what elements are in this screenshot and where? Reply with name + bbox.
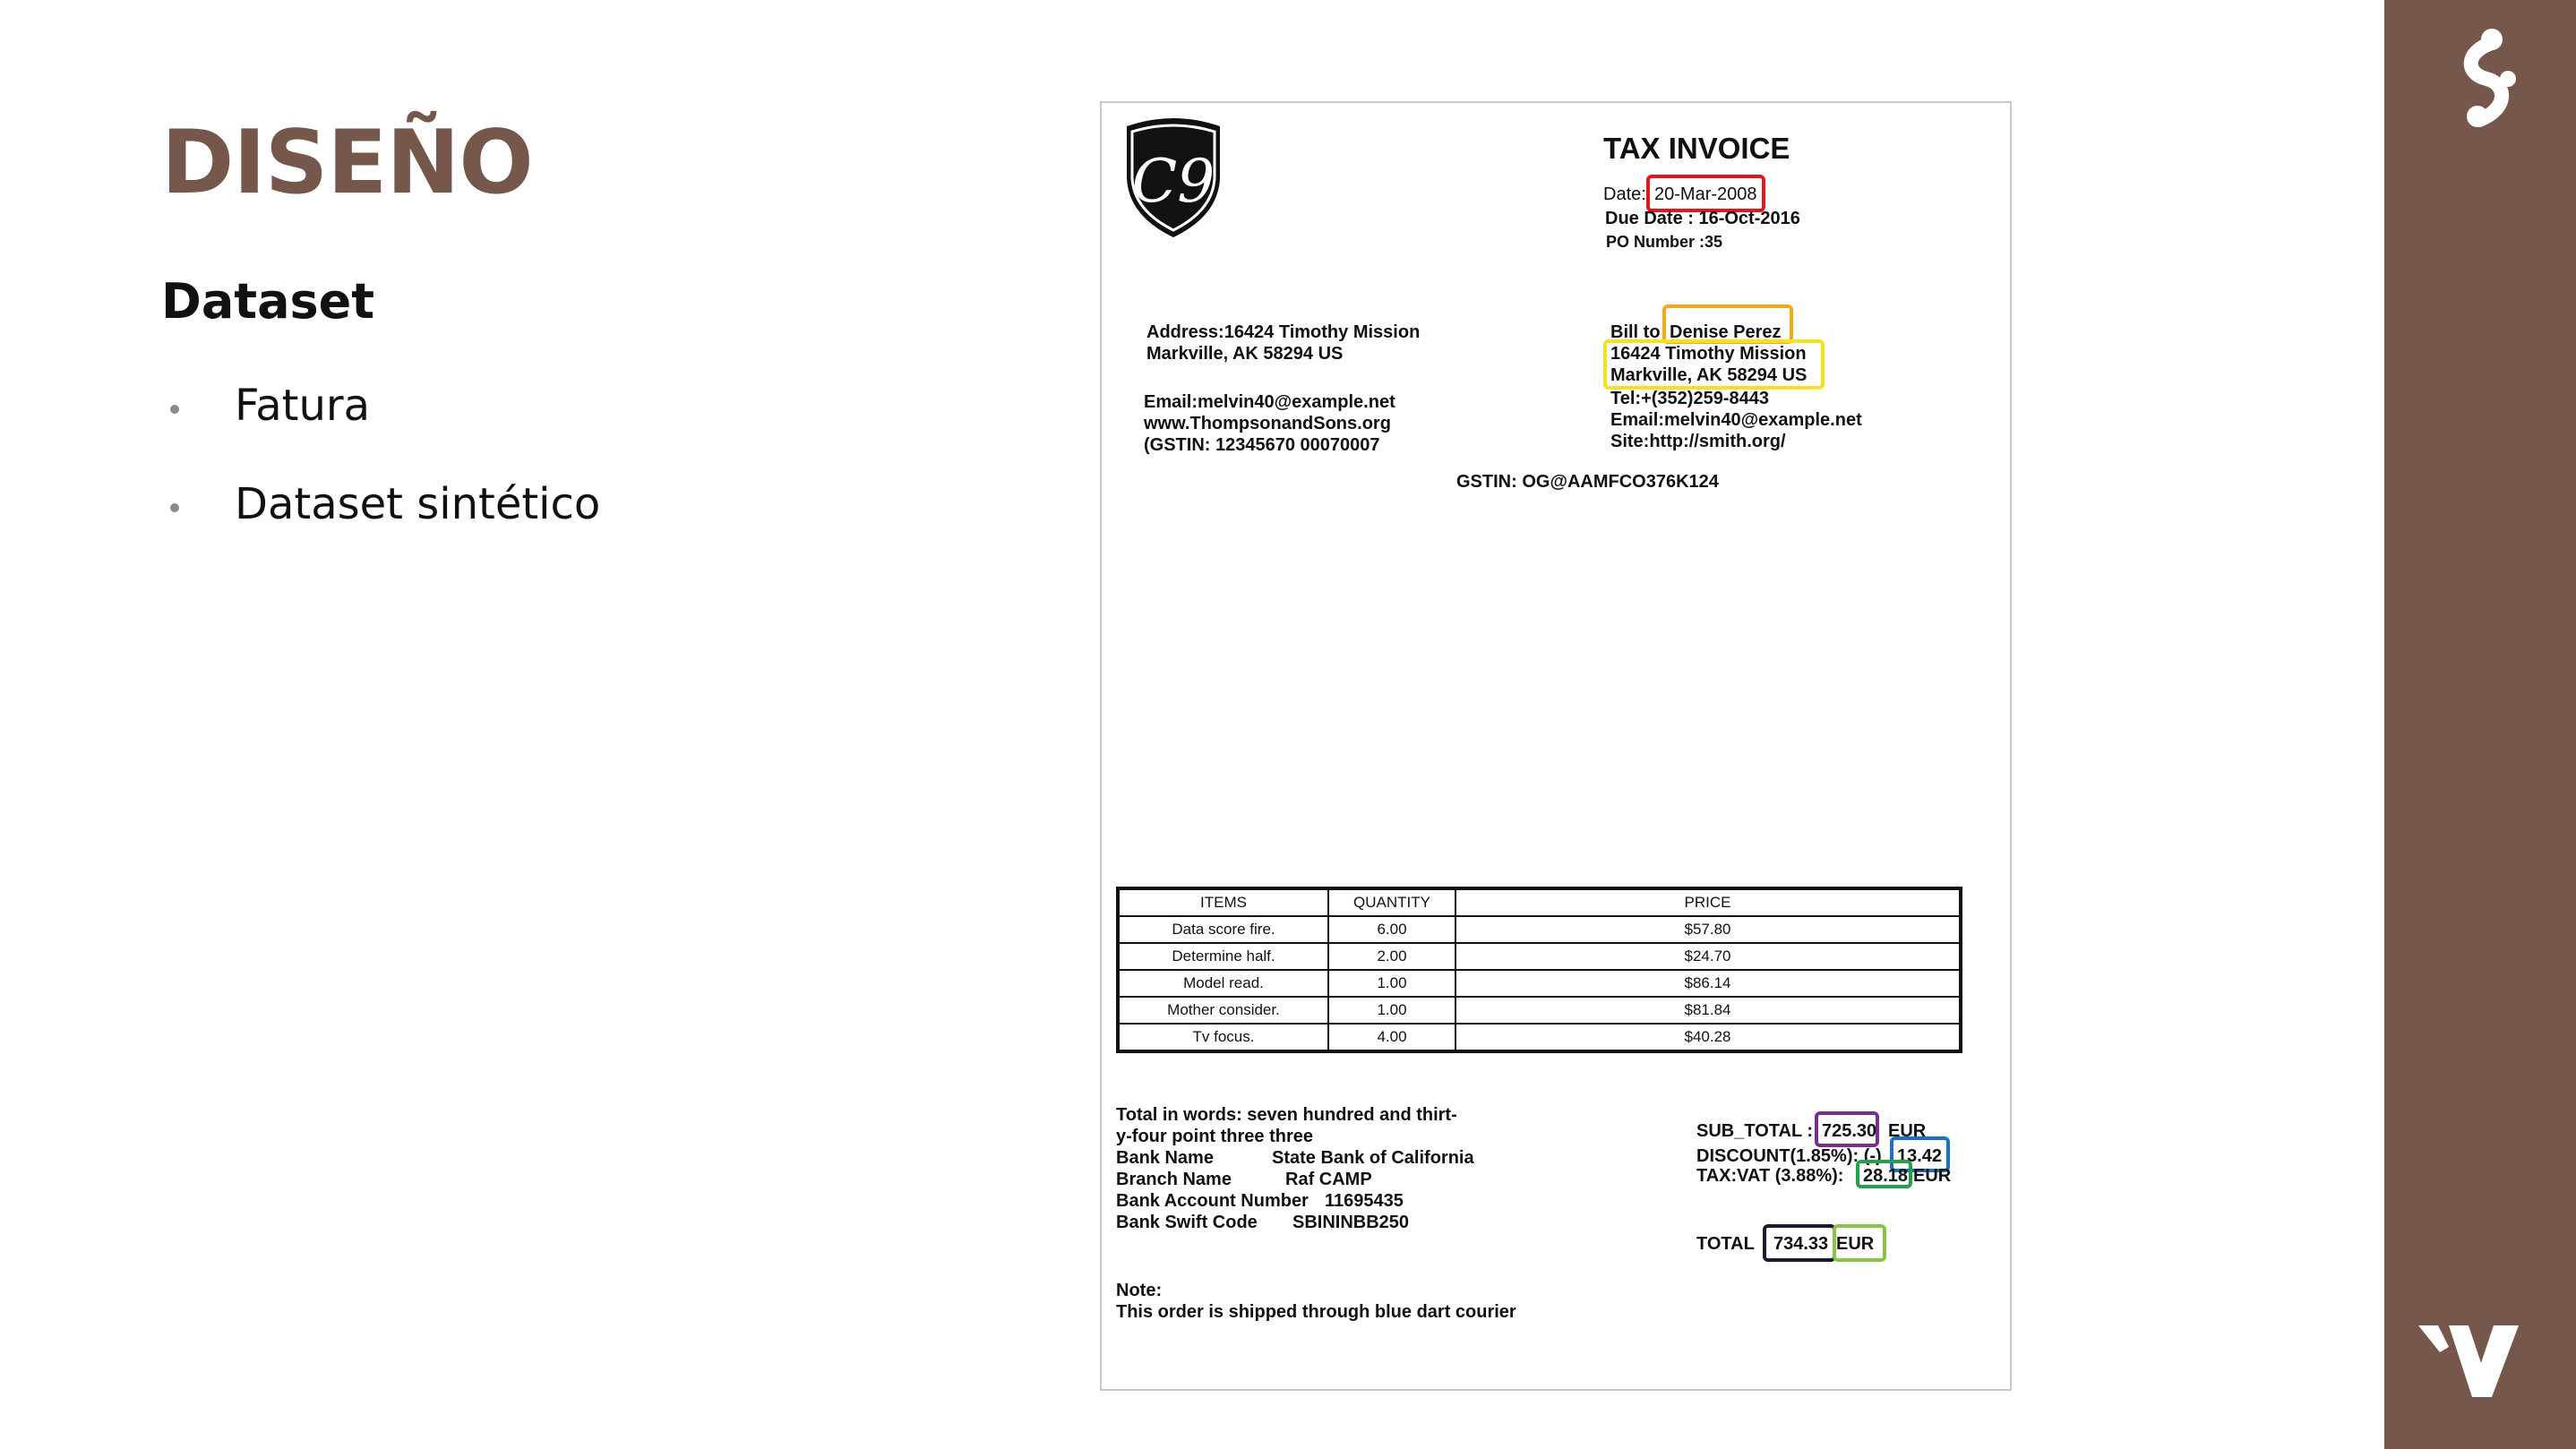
table-row	[1118, 997, 1961, 1024]
bank-swift-value: SBININBB250	[1292, 1213, 1410, 1232]
total-value: 734.33	[1773, 1234, 1829, 1254]
invoice-image	[1100, 101, 2012, 1391]
bill-to-tel: Tel:+(352)259-8443	[1610, 389, 1769, 408]
table-row	[1118, 1024, 1961, 1051]
bullet-dot-icon	[170, 405, 179, 414]
note-label: Note:	[1116, 1281, 1163, 1300]
table-cell-quantity: 1.00	[1328, 997, 1455, 1024]
table-header-quantity: QUANTITY	[1328, 888, 1455, 916]
table-cell-item: Determine half.	[1118, 943, 1328, 970]
table-row	[1118, 916, 1961, 943]
seller-email: Email:melvin40@example.net	[1144, 392, 1395, 412]
bank-account-label: Bank Account Number	[1116, 1191, 1309, 1211]
table-cell-item: Tv focus.	[1118, 1024, 1328, 1051]
highlight-box-address	[1603, 339, 1825, 390]
highlight-box-currency	[1833, 1224, 1886, 1262]
table-row	[1118, 970, 1961, 997]
table-cell-price: $24.70	[1455, 943, 1961, 970]
tax-value: 28.18	[1863, 1166, 1909, 1186]
brand-sidebar	[2384, 0, 2576, 1449]
table-cell-price: $57.80	[1455, 916, 1961, 943]
table-header-items: ITEMS	[1118, 888, 1328, 916]
table-cell-price: $40.28	[1455, 1024, 1961, 1051]
bill-to-address-line1: 16424 Timothy Mission	[1610, 344, 1807, 364]
invoice-gstin: GSTIN: OG@AAMFCO376K124	[1456, 472, 1719, 492]
bullet-item	[170, 473, 600, 571]
bullet-item	[170, 374, 600, 473]
table-cell-quantity: 6.00	[1328, 916, 1455, 943]
total-in-words-line1: Total in words: seven hundred and thirt-	[1116, 1105, 1457, 1125]
bank-name-label: Bank Name	[1116, 1148, 1214, 1168]
items-table	[1116, 887, 1962, 1053]
seller-website: www.ThompsonandSons.org	[1144, 414, 1391, 433]
table-cell-price: $86.14	[1455, 970, 1961, 997]
highlight-box-tax	[1856, 1160, 1912, 1188]
bullet-text: Fatura	[235, 381, 371, 431]
tax-currency: EUR	[1913, 1166, 1952, 1186]
table-cell-item: Data score fire.	[1118, 916, 1328, 943]
invoice-logo-shield-icon	[1120, 116, 1227, 241]
slide-subtitle: Dataset	[161, 273, 375, 330]
bill-to-site: Site:http://smith.org/	[1610, 432, 1786, 451]
invoice-po-number: PO Number :35	[1606, 233, 1723, 251]
table-row	[1118, 943, 1961, 970]
bank-name-value: State Bank of California	[1272, 1148, 1474, 1168]
bank-account-value: 11695435	[1325, 1191, 1404, 1211]
invoice-due-date: Due Date : 16-Oct-2016	[1605, 209, 1800, 228]
table-cell-item: Model read.	[1118, 970, 1328, 997]
subtotal-currency: EUR	[1888, 1121, 1927, 1141]
bullet-dot-icon	[170, 503, 179, 512]
invoice-title: TAX INVOICE	[1603, 132, 1790, 165]
total-currency: EUR	[1836, 1234, 1875, 1254]
branch-name-value: Raf CAMP	[1285, 1170, 1372, 1189]
highlight-box-total	[1763, 1224, 1836, 1262]
invoice-date-label: Date:	[1603, 184, 1646, 204]
seller-address-line2: Markville, AK 58294 US	[1146, 344, 1344, 364]
invoice-date: 20-Mar-2008	[1654, 184, 1757, 204]
table-header-price: PRICE	[1455, 888, 1961, 916]
seller-gstin: (GSTIN: 12345670 00070007	[1144, 435, 1380, 455]
bill-to-name: Denise Perez	[1670, 322, 1782, 342]
highlight-box-subtotal	[1815, 1111, 1879, 1147]
note-text: This order is shipped through blue dart courier	[1116, 1302, 1516, 1322]
bill-to-label: Bill to	[1610, 322, 1661, 342]
subtotal-label: SUB_TOTAL :	[1696, 1121, 1814, 1141]
total-in-words-line2: y-four point three three	[1116, 1127, 1314, 1146]
bullet-text: Dataset sintético	[235, 479, 601, 529]
table-cell-quantity: 4.00	[1328, 1024, 1455, 1051]
highlight-box-date	[1646, 175, 1765, 212]
table-cell-quantity: 1.00	[1328, 970, 1455, 997]
brand-v-logo-icon	[2418, 1316, 2526, 1402]
brand-s-logo-icon	[2445, 27, 2522, 131]
invoice-logo-text: C9	[1131, 147, 1215, 216]
bank-swift-label: Bank Swift Code	[1116, 1213, 1258, 1232]
branch-name-label: Branch Name	[1116, 1170, 1232, 1189]
subtotal-value: 725.30	[1822, 1121, 1877, 1141]
bullet-list	[170, 374, 600, 571]
discount-label: DISCOUNT(1.85%): (-)	[1696, 1146, 1882, 1166]
table-cell-quantity: 2.00	[1328, 943, 1455, 970]
highlight-box-name	[1662, 304, 1793, 344]
seller-address-line1: Address:16424 Timothy Mission	[1146, 322, 1421, 342]
table-header-row	[1118, 888, 1961, 916]
discount-value: 13.42	[1897, 1146, 1943, 1166]
total-label: TOTAL	[1696, 1234, 1755, 1254]
bill-to-address-line2: Markville, AK 58294 US	[1610, 365, 1807, 385]
table-cell-price: $81.84	[1455, 997, 1961, 1024]
slide-title: DISEÑO	[161, 112, 533, 214]
bill-to-email: Email:melvin40@example.net	[1610, 410, 1862, 430]
table-cell-item: Mother consider.	[1118, 997, 1328, 1024]
tax-label: TAX:VAT (3.88%):	[1696, 1166, 1844, 1186]
